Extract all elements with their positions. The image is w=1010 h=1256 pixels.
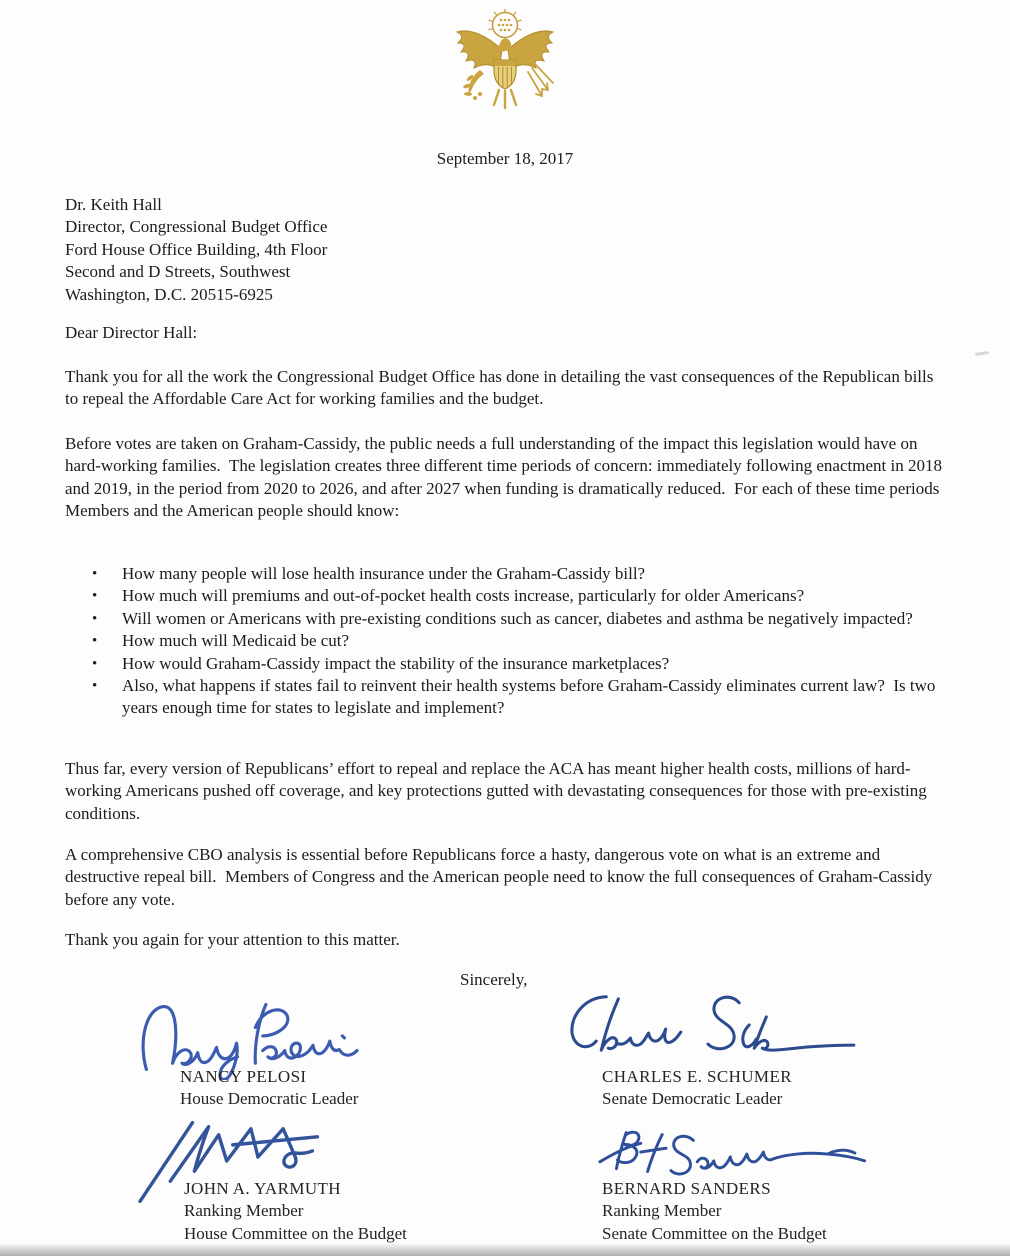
paragraph-before-votes: Before votes are taken on Graham-Cassidy, the public needs a full understanding of the impact this legislation would have on hard-working families. The legislation creates three different time periods of concern: immediately following enactment in 2018 and 2019, in the period from 2020 to 2026, and after 2027 when funding is dramatically reduced. For each of these time periods Members and the American people should know: [65, 434, 947, 521]
recipient-address [65, 194, 327, 306]
recipient-name: Dr. Keith Hall [65, 195, 162, 214]
scan-smudge [975, 351, 989, 356]
list-item: • How much will Medicaid be cut? [65, 630, 945, 652]
great-seal-eagle-icon [450, 8, 560, 120]
paragraph-thank-you: Thank you for all the work the Congressional Budget Office has done in detailing the vast consequences of the Republican bills to repeal the Affordable Care Act for working families and the budget. [65, 367, 938, 409]
list-item: • How much will premiums and out-of-pocket health costs increase, particularly for older Americans? [65, 585, 945, 607]
signatory-title: Senate Democratic Leader [602, 1089, 783, 1109]
list-item: • How many people will lose health insurance under the Graham-Cassidy bill? [65, 563, 945, 585]
signatory-schumer [602, 1066, 792, 1111]
recipient-building: Ford House Office Building, 4th Floor [65, 239, 328, 259]
signatory-committee: House Committee on the Budget [184, 1223, 407, 1243]
signatory-pelosi [180, 1066, 358, 1111]
signatory-title: Ranking Member [184, 1201, 304, 1221]
list-item: • Will women or Americans with pre-existing conditions such as cancer, diabetes and asthma be negatively impacted? [65, 608, 945, 630]
recipient-title: Director, Congressional Budget Office [65, 217, 328, 237]
scan-bottom-edge [0, 1244, 1010, 1256]
salutation: Dear Director Hall: [65, 323, 198, 342]
signatory-yarmuth [184, 1178, 407, 1245]
signatory-title: Ranking Member [602, 1201, 722, 1221]
list-item: • How would Graham-Cassidy impact the stability of the insurance marketplaces? [65, 653, 945, 675]
signatory-name: NANCY PELOSI [180, 1067, 307, 1086]
signatory-name: CHARLES E. SCHUMER [602, 1067, 792, 1086]
paragraph-cbo-analysis: A comprehensive CBO analysis is essential before Republicans force a hasty, dangerous vote on what is an extreme and destructive repeal bill. Members of Congress and the American people need to know the full consequences of Graham-Cassidy before any vote. [65, 845, 937, 909]
sanders-signature [596, 1124, 888, 1186]
signatory-name: BERNARD SANDERS [602, 1179, 771, 1198]
list-item: • Also, what happens if states fail to reinvent their health systems before Graham-Cassidy eliminates current law? Is two years enough time for states to legislate and implement? [65, 675, 945, 720]
paragraph-thus-far: Thus far, every version of Republicans’ effort to repeal and replace the ACA has meant higher health costs, millions of hard-working Americans pushed off coverage, and key protections gutted with devastating consequences for those with pre-existing conditions. [65, 759, 931, 823]
signatory-title: House Democratic Leader [180, 1089, 359, 1109]
recipient-city: Washington, D.C. 20515-6925 [65, 284, 273, 304]
schumer-signature [560, 986, 872, 1066]
recipient-street: Second and D Streets, Southwest [65, 262, 291, 282]
signatory-sanders [602, 1178, 827, 1245]
paragraph-closing: Thank you again for your attention to this matter. [65, 930, 400, 949]
signatory-committee: Senate Committee on the Budget [602, 1223, 827, 1243]
valediction: Sincerely, [460, 970, 528, 989]
signatory-name: JOHN A. YARMUTH [184, 1179, 341, 1198]
questions-list [65, 563, 945, 720]
letter-date: September 18, 2017 [436, 149, 574, 168]
